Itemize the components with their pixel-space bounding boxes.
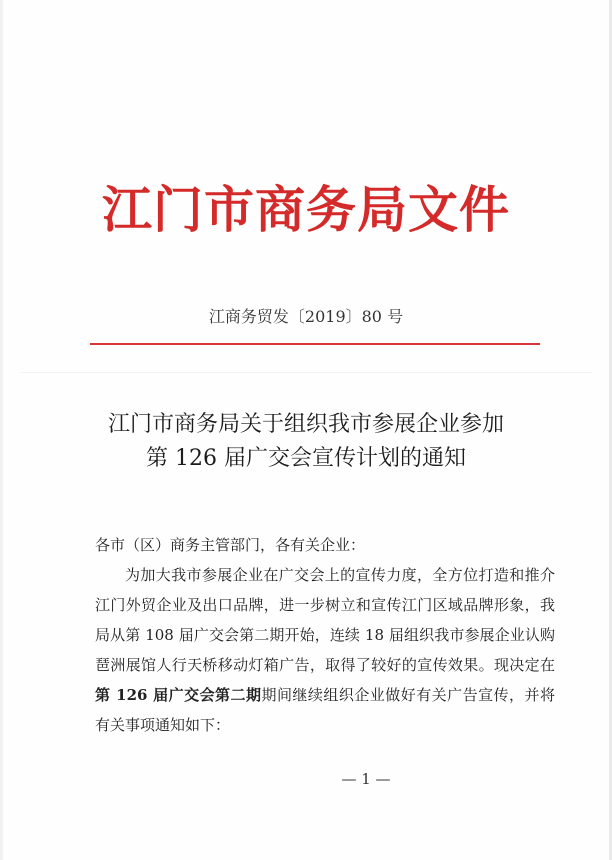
- notice-title-line-2: 第 126 届广交会宣传计划的通知: [146, 446, 466, 471]
- header-red-rule: [90, 343, 540, 345]
- scan-faint-line: [20, 372, 592, 373]
- body-paragraph-part-2: 期间继续组织企业做好有关广告宣传，并将有关事项通知如下：: [95, 686, 555, 734]
- body-paragraph-part-1: 为加大我市参展企业在广交会上的宣传力度，全方位打造和推介江门外贸企业及出口品牌，进一步树立和宣传江门区域品牌形象，我局从第 108 届广交会第二期开始，连续 18 届组织我市参展企业认购琶洲展馆人行天桥移动灯箱广告，取得了较好的宣传效果。现决定在: [95, 566, 555, 674]
- salutation: 各市（区）商务主管部门，各有关企业：: [95, 536, 366, 554]
- document-body: [95, 530, 555, 740]
- page-number: — 1 —: [341, 770, 391, 788]
- notice-title: [0, 408, 612, 476]
- body-paragraph: [95, 560, 555, 740]
- document-header-title: 江门市商务局文件: [102, 180, 510, 239]
- body-paragraph-bold: 第 126 届广交会第二期: [95, 686, 262, 704]
- notice-title-line-1: 江门市商务局关于组织我市参展企业参加: [107, 412, 504, 437]
- document-number: 江商务贸发〔2019〕80 号: [208, 307, 404, 326]
